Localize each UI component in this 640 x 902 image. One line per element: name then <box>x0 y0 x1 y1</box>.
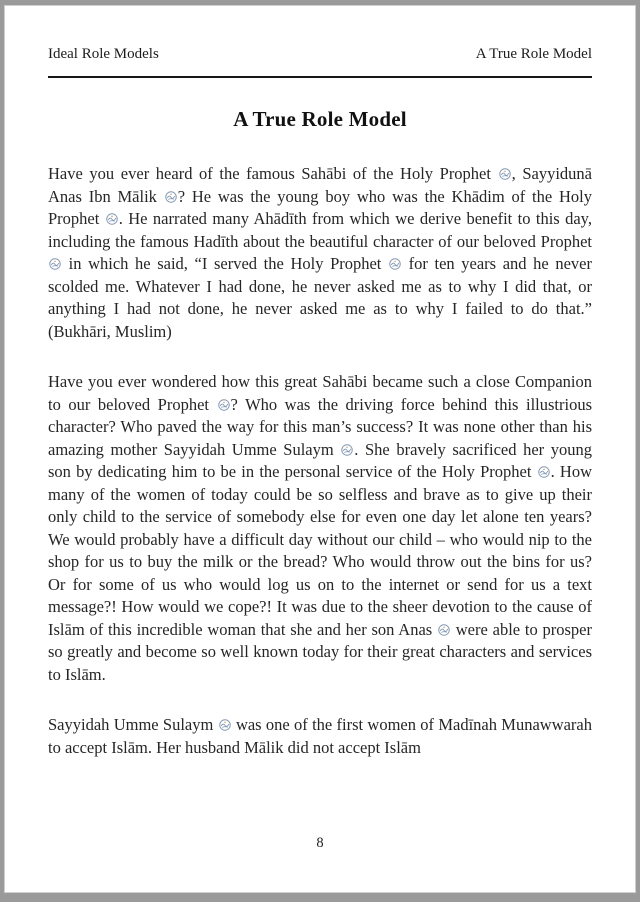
radiyallahu-anhu-icon <box>437 623 451 637</box>
page-content <box>5 6 635 759</box>
header-book-title: Ideal Role Models <box>48 46 159 62</box>
sallallahu-alayhi-wasallam-icon <box>217 398 231 412</box>
paragraph: Sayyidah Umme Sulaym was one of the first women of Madīnah Munawwarah to accept Islām. Her husband Mālik did not accept Islām <box>48 715 593 757</box>
body-text <box>48 163 592 759</box>
sallallahu-alayhi-wasallam-icon <box>537 465 551 479</box>
page-number: 8 <box>316 835 324 851</box>
radiyallahu-anha-icon <box>218 718 232 732</box>
page-title: A True Role Model <box>233 107 407 131</box>
sallallahu-alayhi-wasallam-icon <box>105 212 119 226</box>
radiyallahu-anhu-icon <box>164 190 178 204</box>
book-page <box>4 5 636 893</box>
paragraph: Have you ever wondered how this great Sahābi became such a close Companion to our beloved Prophet ? Who was the driving force behind this illustrious character? Who paved the way for this man’s success? It was none other than his amazing mother Sayyidah Umme Sulaym . She bravely sacrificed her young son by dedicating him to be in the personal service of the Holy Prophet . How many of the women of today could be so selfless and brave as to give up their only child to the service of somebody else for even one day let alone ten years? We would probably have a difficult day without our child – who would nip to the shop for us to buy the milk or the bread? Who would throw out the bins for us? Or for some of us who would log us on to the internet or send for us a text message?! How would we cope?! It was due to the sheer devotion to the cause of Islām of this incredible woman that she and her son Anas were able to prosper so greatly and become so well known today for their great characters and services to Islām. <box>48 372 592 684</box>
sallallahu-alayhi-wasallam-icon <box>388 257 402 271</box>
paragraph: Have you ever heard of the famous Sahābi of the Holy Prophet , Sayyidunā Anas Ibn Mālik ? He was the young boy who was the Khādim of the Holy Prophet . He narrated many Ahādīth from which we derive benefit to this day, including the famous Hadīth about the beautiful character of our beloved Prophet in which he said, “I served the Holy Prophet for ten years and he never scolded me. Whatever I had done, he never asked me as to why I did that, or anything I had not done, he never asked me as to why I failed to do that.” (Bukhāri, Muslim) <box>48 164 592 341</box>
sallallahu-alayhi-wasallam-icon <box>498 167 512 181</box>
header-chapter-title: A True Role Model <box>475 46 592 62</box>
running-header <box>48 46 592 78</box>
radiyallahu-anha-icon <box>340 443 354 457</box>
sallallahu-alayhi-wasallam-icon <box>48 257 62 271</box>
